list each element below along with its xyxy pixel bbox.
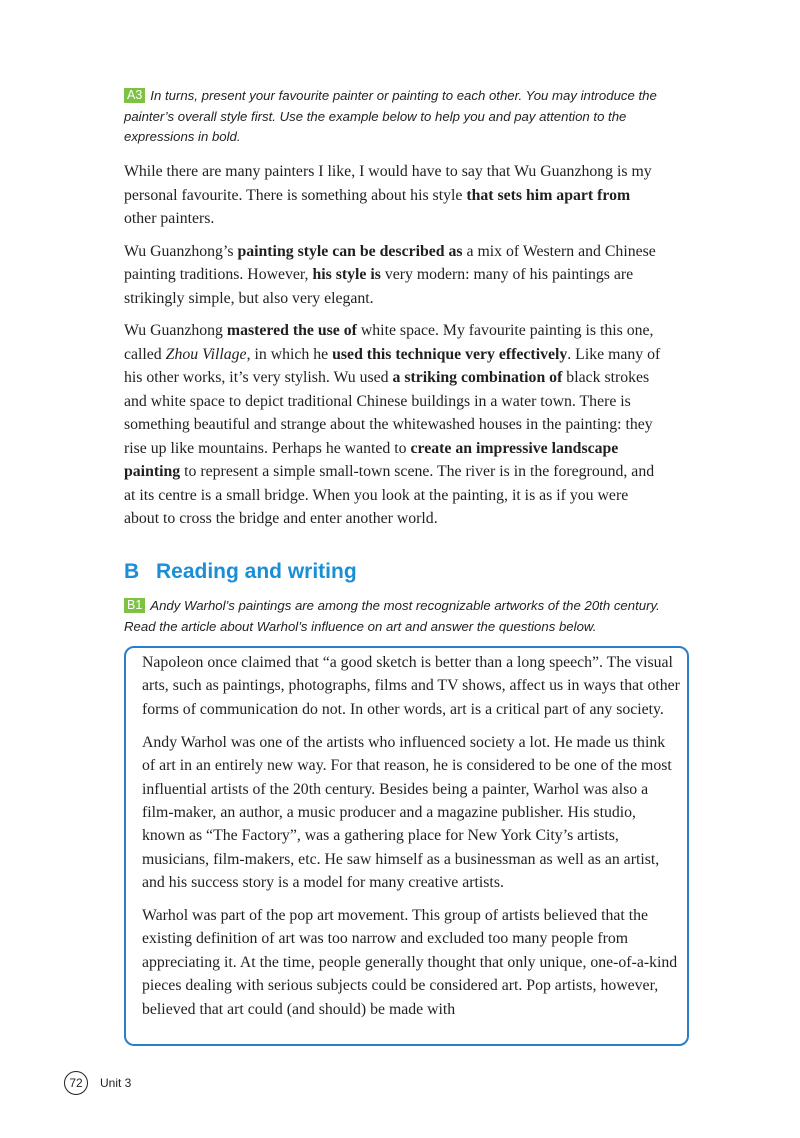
article-paragraph: Andy Warhol was one of the artists who influenced society a lot. He made us think of art in an entirely new way. For that reason, he is considered to be one of the most influential artists of the 20th century. Besides being a painter, Warhol was also a film-maker, an author, a music producer and a magazine publisher. His studio, known as “The Factory”, was a gathering place for New York City’s artists, musicians, film-makers, etc. He saw himself as a businessman as well as an artist, and his success story is a model for many creative artists. [142,733,672,892]
article-paragraph: Napoleon once claimed that “a good sketch is better than a long speech”. The visual arts, such as paintings, photographs, films and TV shows, affect us in ways that other forms of communication do not. In other words, art is a critical part of any society. [142,654,680,718]
task-b1-label: B1 [124,598,145,613]
section-title: Reading and writing [156,560,357,583]
section-b-heading [124,558,357,586]
example-presentation [124,160,664,540]
example-paragraph-1: While there are many painters I like, I would have to say that Wu Guanzhong is my personal favourite. There is something about his style that sets him apart from other painters. [124,163,652,227]
task-a3-text: In turns, present your favourite painter or painting to each other. You may introduce the painter’s overall style first. Use the example below to help you and pay attention to the expressions in bold. [124,88,657,144]
page-number: 72 [64,1071,88,1095]
example-paragraph-2: Wu Guanzhong’s painting style can be described as a mix of Western and Chinese painting traditions. However, his style is very modern: many of his paintings are strikingly simple, but also very elegant. [124,242,656,307]
section-letter: B [124,560,140,583]
page-footer [64,1071,131,1095]
task-a3-label: A3 [124,88,145,103]
example-paragraph-3: Wu Guanzhong mastered the use of white space. My favourite painting is this one, called Zhou Village, in which he used this technique very effectively. Like many of his other works, it’s very stylish. Wu used a striking combination of black strokes and white space to depict traditional Chinese buildings in a water town. There is something beautiful and strange about the whitewashed houses in the painting: they rise up like mountains. Perhaps he wanted to create an impressive landscape painting to represent a simple small-town scene. The river is in the foreground, and at its centre is a small bridge. When you look at the painting, it is as if you were about to cross the bridge and enter another world. [124,322,661,527]
article-paragraph: Warhol was part of the pop art movement. This group of artists believed that the existing definition of art was too narrow and excluded too many people from appreciating it. At the time, people generally thought that only unique, one-of-a-kind pieces dealing with serious subjects could be considered art. Pop artists, however, believed that art could (and should) be made with [142,907,678,1018]
task-b1-instruction [124,596,694,637]
task-a3-instruction [124,86,684,148]
task-b1-text: Andy Warhol’s paintings are among the most recognizable artworks of the 20th century. Read the article about Warhol’s influence on art and answer the questions below. [124,598,660,634]
article-text [142,651,680,1031]
unit-label: Unit 3 [100,1076,132,1090]
